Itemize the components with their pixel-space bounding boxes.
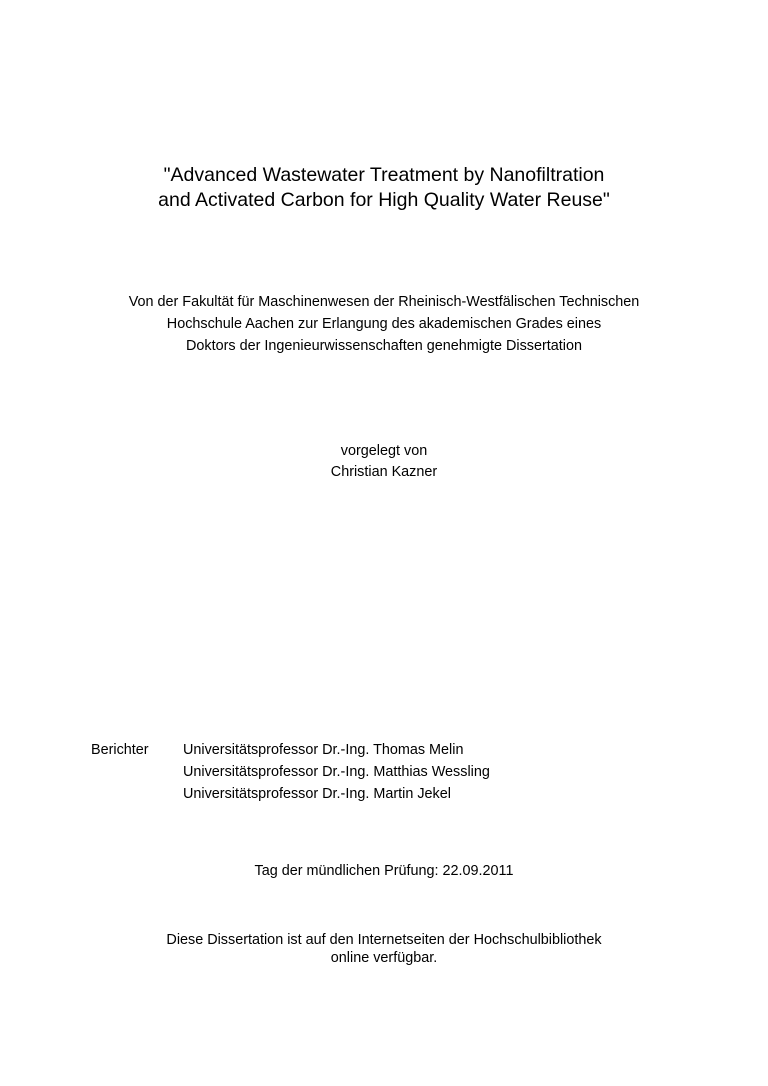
exam-text: Tag der mündlichen Prüfung: 22.09.2011 [254, 863, 514, 879]
availability-note [0, 931, 768, 967]
author-block [0, 441, 768, 483]
title-line-2: and Activated Carbon for High Quality Water Reuse" [158, 189, 610, 211]
presented-by: vorgelegt von [340, 443, 428, 459]
faculty-statement [0, 291, 768, 357]
faculty-line-2: Hochschule Aachen zur Erlangung des akademischen Grades eines [166, 316, 602, 332]
reviewer-2: Universitätsprofessor Dr.-Ing. Matthias Wessling [183, 764, 490, 780]
faculty-line-1: Von der Fakultät für Maschinenwesen der Rheinisch-Westfälischen Technischen [128, 294, 640, 310]
reviewers-list [183, 739, 583, 805]
reviewer-1: Universitätsprofessor Dr.-Ing. Thomas Melin [183, 742, 464, 758]
note-line-2: online verfügbar. [330, 950, 438, 966]
author-name: Christian Kazner [330, 464, 438, 480]
faculty-line-3: Doktors der Ingenieurwissenschaften genehmigte Dissertation [186, 338, 582, 354]
dissertation-title [0, 163, 768, 213]
oral-exam-date [0, 861, 768, 881]
reviewers-label: Berichter [91, 742, 149, 758]
reviewer-3: Universitätsprofessor Dr.-Ing. Martin Jekel [183, 786, 451, 802]
note-line-1: Diese Dissertation ist auf den Internetseiten der Hochschulbibliothek [166, 932, 602, 948]
title-line-1: "Advanced Wastewater Treatment by Nanofiltration [163, 164, 605, 186]
